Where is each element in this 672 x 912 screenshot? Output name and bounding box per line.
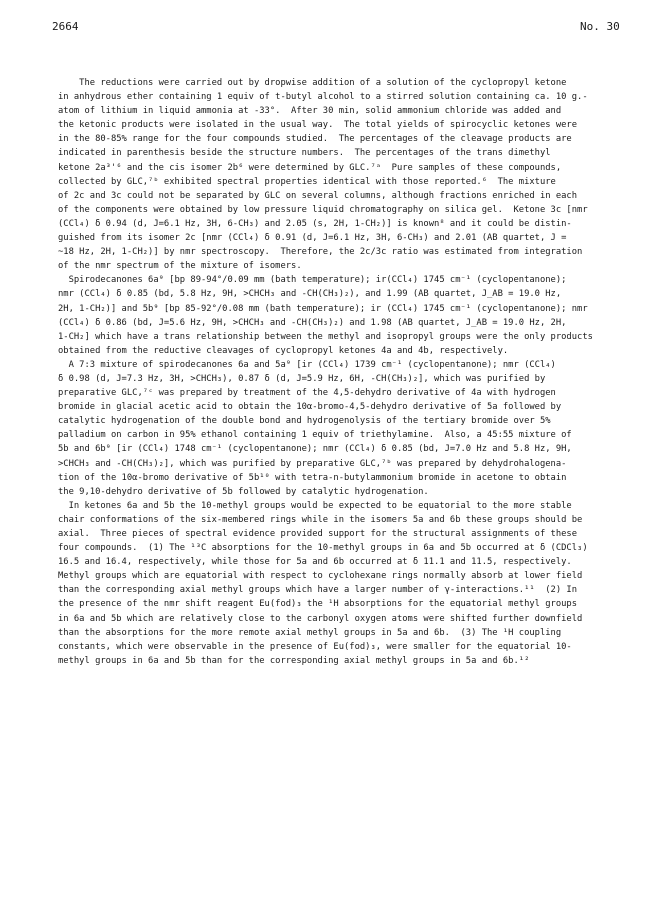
text-line: 5b and 6b⁹ [ir (CCl₄) 1748 cm⁻¹ (cyclopentanone); nmr (CCl₄) δ 0.85 (bd, J=7.0 Hz and 5.8 Hz, 9H, — [58, 444, 572, 455]
text-line: of the components were obtained by low pressure liquid chromatography on silica gel. Ketone 3c [nmr — [58, 204, 588, 215]
text-line: 2H, 1-CH₂)] and 5b⁹ [bp 85-92°/0.08 mm (bath temperature); ir (CCl₄) 1745 cm⁻¹ (cyclopentanone); nmr — [58, 303, 588, 314]
text-line: ketone 2a³'⁶ and the cis isomer 2b⁶ were determined by GLC.⁷ᵃ Pure samples of these compounds, — [58, 162, 562, 173]
text-line: axial. Three pieces of spectral evidence provided support for the structural assignments of these — [58, 529, 578, 539]
text-line: the ketonic products were isolated in the usual way. The total yields of spirocyclic ketones were — [58, 120, 578, 131]
text-line: δ 0.98 (d, J=7.3 Hz, 3H, >CHCH₃), 0.87 δ (d, J=5.9 Hz, 6H, -CH(CH₃)₂], which was purified by — [58, 373, 546, 384]
page-header — [0, 20, 672, 36]
text-line: in 6a and 5b which are relatively close to the carbonyl oxygen atoms were shifted further downfield — [58, 613, 583, 624]
text-line: obtained from the reductive cleavages of cyclopropyl ketones 4a and 4b, respectively. — [58, 345, 509, 356]
text-line: in the 80-85% range for the four compounds studied. The percentages of the cleavage products are — [58, 134, 572, 145]
text-line: the 9,10-dehydro derivative of 5b followed by catalytic hydrogenation. — [58, 486, 429, 497]
text-line: Spirodecanones 6a⁹ [bp 89-94°/0.09 mm (bath temperature); ir(CCl₄) 1745 cm⁻¹ (cyclopentanone); — [58, 275, 567, 286]
text-line: (CCl₄) δ 0.94 (d, J=6.1 Hz, 3H, 6-CH₃) and 2.05 (s, 2H, 1-CH₂)] is known⁸ and it could be distin- — [58, 218, 572, 229]
text-line: Methyl groups which are equatorial with respect to cyclohexane rings normally absorb at lower field — [58, 571, 583, 582]
text-line: tion of the 10α-bromo derivative of 5b¹⁰ with tetra-n-butylammonium bromide in acetone to obtain — [58, 472, 567, 483]
text-line: of 2c and 3c could not be separated by GLC on several columns, although fractions enriched in each — [58, 190, 578, 201]
text-line: The reductions were carried out by dropwise addition of a solution of the cyclopropyl ketone — [58, 78, 567, 88]
text-line: guished from its isomer 2c [nmr (CCl₄) δ 0.91 (d, J=6.1 Hz, 3H, 6-CH₃) and 2.01 (AB quartet, J = — [58, 233, 567, 244]
text-line: chair conformations of the six-membered rings while in the isomers 5a and 6b these groups should be — [58, 514, 583, 525]
text-line: A 7:3 mixture of spirodecanones 6a and 5a⁹ [ir (CCl₄) 1739 cm⁻¹ (cyclopentanone); nmr (CCl₄) — [58, 359, 556, 370]
text-line: 16.5 and 16.4, respectively, while those for 5a and 6b occurred at δ 11.1 and 11.5, respectively. — [58, 557, 572, 568]
text-line: than the absorptions for the more remote axial methyl groups in 5a and 6b. (3) The ¹H coupling — [58, 627, 562, 638]
body-text — [58, 76, 636, 668]
text-line: constants, which were observable in the presence of Eu(fod)₃, were smaller for the equatorial 10- — [58, 641, 572, 652]
text-line: In ketones 6a and 5b the 10-methyl groups would be expected to be equatorial to the more stable — [58, 500, 572, 511]
text-line: the presence of the nmr shift reagent Eu(fod)₃ the ¹H absorptions for the equatorial methyl groups — [58, 599, 578, 610]
text-line: methyl groups in 6a and 5b than for the corresponding axial methyl groups in 5a and 6b.¹² — [58, 655, 530, 666]
text-line: in anhydrous ether containing 1 equiv of t-butyl alcohol to a stirred solution containing ca. 10 g.- — [58, 92, 588, 103]
text-line: collected by GLC,⁷ᵇ exhibited spectral properties identical with those reported.⁶ The mixture — [58, 176, 556, 187]
text-line: preparative GLC,⁷ᶜ was prepared by treatment of the 4,5-dehydro derivative of 4a with hydrogen — [58, 388, 556, 399]
text-line: four compounds. (1) The ¹³C absorptions for the 10-methyl groups in 6a and 5b occurred at δ (CDCl₃) — [58, 543, 588, 554]
text-line: atom of lithium in liquid ammonia at -33°. After 30 min, solid ammonium chloride was added and — [58, 106, 562, 117]
text-line: palladium on carbon in 95% ethanol containing 1 equiv of triethylamine. Also, a 45:55 mixture of — [58, 430, 572, 441]
text-line: (CCl₄) δ 0.86 (bd, J=5.6 Hz, 9H, >CHCH₃ and -CH(CH₃)₂) and 1.98 (AB quartet, J_AB = 19.0 Hz, 2H, — [58, 317, 567, 328]
text-line: 1-CH₂] which have a trans relationship between the methyl and isopropyl groups were the only products — [58, 331, 593, 342]
text-line: nmr (CCl₄) δ 0.85 (bd, 5.8 Hz, 9H, >CHCH₃ and -CH(CH₃)₂), and 1.99 (AB quartet, J_AB = 19.0 Hz, — [58, 289, 562, 300]
journal-number: No. 30 — [580, 20, 620, 33]
text-line: ~18 Hz, 2H, 1-CH₂)] by nmr spectroscopy. Therefore, the 2c/3c ratio was estimated from integration — [58, 247, 583, 258]
page-number: 2664 — [52, 20, 79, 33]
text-line: >CHCH₃ and -CH(CH₃)₂], which was purified by preparative GLC,⁷ᵇ was prepared by dehydrohalogena- — [58, 458, 567, 469]
text-line: indicated in parenthesis beside the structure numbers. The percentages of the trans dimethyl — [58, 148, 551, 159]
text-line: catalytic hydrogenation of the double bond and hydrogenolysis of the tertiary bromide over 5% — [58, 416, 551, 427]
text-line: than the corresponding axial methyl groups which have a larger number of γ-interactions.¹¹ (2) In — [58, 585, 578, 596]
text-line: of the nmr spectrum of the mixture of isomers. — [58, 261, 302, 272]
text-line: bromide in glacial acetic acid to obtain the 10α-bromo-4,5-dehydro derivative of 5a followed by — [58, 402, 562, 413]
